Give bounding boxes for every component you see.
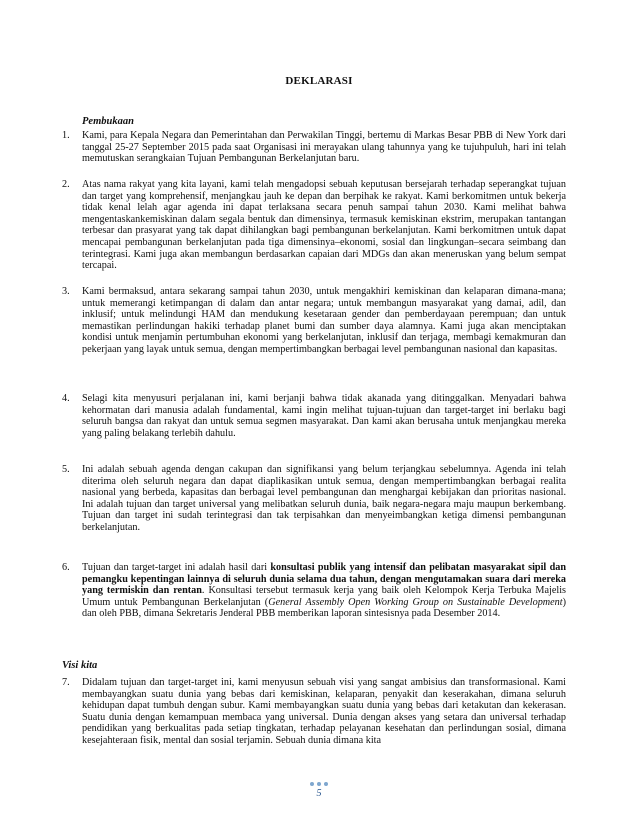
paragraph-number: 7.: [62, 677, 70, 688]
paragraph-text: Ini adalah sebuah agenda dengan cakupan dan signifikansi yang belum terjangkau sebelumnya. Agenda ini telah diterima oleh seluruh negara dan dapat diaplikasikan untuk semua, dengan mempertimbangkan berbagai realita nasional yang berbeda, kapasitas dan berbagai level pembangunan dan menghargai kebijakan dan prioritas nasional. Ini adalah tujuan dan target universal yang melibatkan seluruh dunia, baik negara-negara maju maupun berkembang. Tujuan dan target ini sudah terintegrasi dan tak terpisahkan dan menyeimbangkan ketiga dimensi pembangunan berkelanjutan.: [82, 464, 566, 533]
dot-icon: [310, 782, 314, 786]
text-run: Tujuan dan target-target ini adalah hasil dari: [82, 562, 271, 573]
bold-text-run: konsultasi publik yang intensif dan pelibatan masyarakat sipil dan pemangku kepentingan lainnya di seluruh dunia selama dua tahun, dengan mengutamakan suara dari mereka yang termiskin dan rentan: [82, 562, 567, 597]
paragraph-7: [62, 677, 566, 747]
page-footer: [0, 782, 638, 799]
page-title: DEKLARASI: [285, 75, 353, 87]
text-run: . Konsultasi tersebut termasuk kerja yang baik oleh Kelompok Kerja Terbuka Majelis Umum untuk Pembangunan Berkelanjutan (: [82, 585, 566, 608]
text-run: ) dan oleh PBB, dimana Sekretaris Jenderal PBB memberikan laporan sintesisnya pada Desember 2014.: [82, 596, 566, 620]
paragraph-2: [62, 179, 566, 272]
paragraph-3: [62, 286, 566, 356]
paragraph-text: [82, 562, 566, 620]
paragraph-number: 4.: [62, 393, 70, 404]
paragraph-text: Didalam tujuan dan target-target ini, kami menyusun sebuah visi yang sangat ambisius dan transformasional. Kami membayangkan suatu dunia yang bebas dari kemiskinan, kelaparan, penyakit dan keserakahan, dimana seluruh kehidupan dapat tumbuh dengan subur. Kami membayangkan suatu dunia yang bebas dari ketakutan dan kekerasan. Suatu dunia dengan kemampuan membaca yang universal. Dunia dengan akses yang setara dan universal terhadap pendidikan yang berkualitas pada setiap tingkatan, terhadap pelayanan kesehatan dan perlindungan sosial, dimana kesejahteraan fisik, mental dan sosial terjamin. Sebuah dunia dimana kita: [82, 677, 566, 746]
paragraph-number: 6.: [62, 562, 70, 573]
italic-text-run: General Assembly Open Working Group on Sustainable Development: [268, 596, 563, 608]
paragraph-number: 5.: [62, 464, 70, 475]
paragraph-number: 1.: [62, 130, 70, 141]
section-heading-pembukaan: Pembukaan: [82, 116, 134, 127]
paragraph-4: [62, 393, 566, 439]
paragraph-text: Selagi kita menyusuri perjalanan ini, kami berjanji bahwa tidak akanada yang ditinggalkan. Menyadari bahwa kehormatan dari manusia adalah fundamental, kami ingin melihat tujuan-tujuan dan target-target ini berlaku bagi seluruh bangsa dan rakyat dan untuk semua segmen masyarakat. Dan kami akan berusaha untuk menjangkau mereka yang paling belakang terlebih dahulu.: [82, 393, 566, 439]
page-number: 5: [316, 788, 322, 799]
paragraph-1: [62, 130, 566, 165]
paragraph-number: 2.: [62, 179, 70, 190]
paragraph-6: [62, 562, 566, 620]
paragraph-text: Kami, para Kepala Negara dan Pemerintahan dan Perwakilan Tinggi, bertemu di Markas Besar PBB di New York dari tanggal 25-27 September 2015 pada saat Organisasi ini merayakan ulang tahunnya yang ke tujuhpuluh, hari ini telah memutuskan serangkaian Tujuan Pembangunan Berkelanjutan baru.: [82, 130, 566, 165]
paragraph-number: 3.: [62, 286, 70, 297]
paragraph-5: [62, 464, 566, 534]
footer-dots: [0, 782, 638, 786]
section-heading-visi: Visi kita: [62, 660, 98, 671]
dot-icon: [324, 782, 328, 786]
dot-icon: [317, 782, 321, 786]
paragraph-text: Atas nama rakyat yang kita layani, kami telah mengadopsi sebuah keputusan bersejarah terhadap seperangkat tujuan dan target yang komprehensif, menjangkau jauh ke depan dan berpihak ke rakyat. Kami berkomitmen untuk bekerja tidak kenal lelah agar agenda ini dapat terlaksana secara penuh sampai tahun 2030. Kami melihat bahwa mengentaskankemiskinan dalam segala bentuk dan dimensinya, termasuk kemiskinan ekstrim, merupakan tantangan terbesar dan prasyarat yang tak dapat dihilangkan bagi pembangunan berkelanjutan. Kami berkomitmen untuk dapat mencapai pembangunan berkelanjutan pada tiga dimensinya–ekonomi, sosial dan lingkungan–secara seimbang dan terintegrasi. Kami juga akan membangun berdasarkan capaian dari MDGs dan akan meneruskan yang belum sempat tercapai.: [82, 179, 566, 272]
paragraph-text: Kami bermaksud, antara sekarang sampai tahun 2030, untuk mengakhiri kemiskinan dan kelaparan dimana-mana; untuk memerangi ketimpangan di dalam dan antar negara; untuk membangun masyarakat yang damai, adil, dan inklusif; untuk melindungi HAM dan mendukung kesetaraan gender dan pemberdayaan perempuan; dan untuk memastikan perlindungan hakiki terhadap planet bumi dan sumber daya alamnya. Kami juga akan menciptakan kondisi untuk menjamin pertumbuhan ekonomi yang berkelanjutan, inklusif dan terjaga, membagi kemakmuran dan pekerjaan yang layak untuk semua, dengan mempertimbangkan berbagai level pembangunan nasional dan kapasitas.: [82, 286, 566, 355]
